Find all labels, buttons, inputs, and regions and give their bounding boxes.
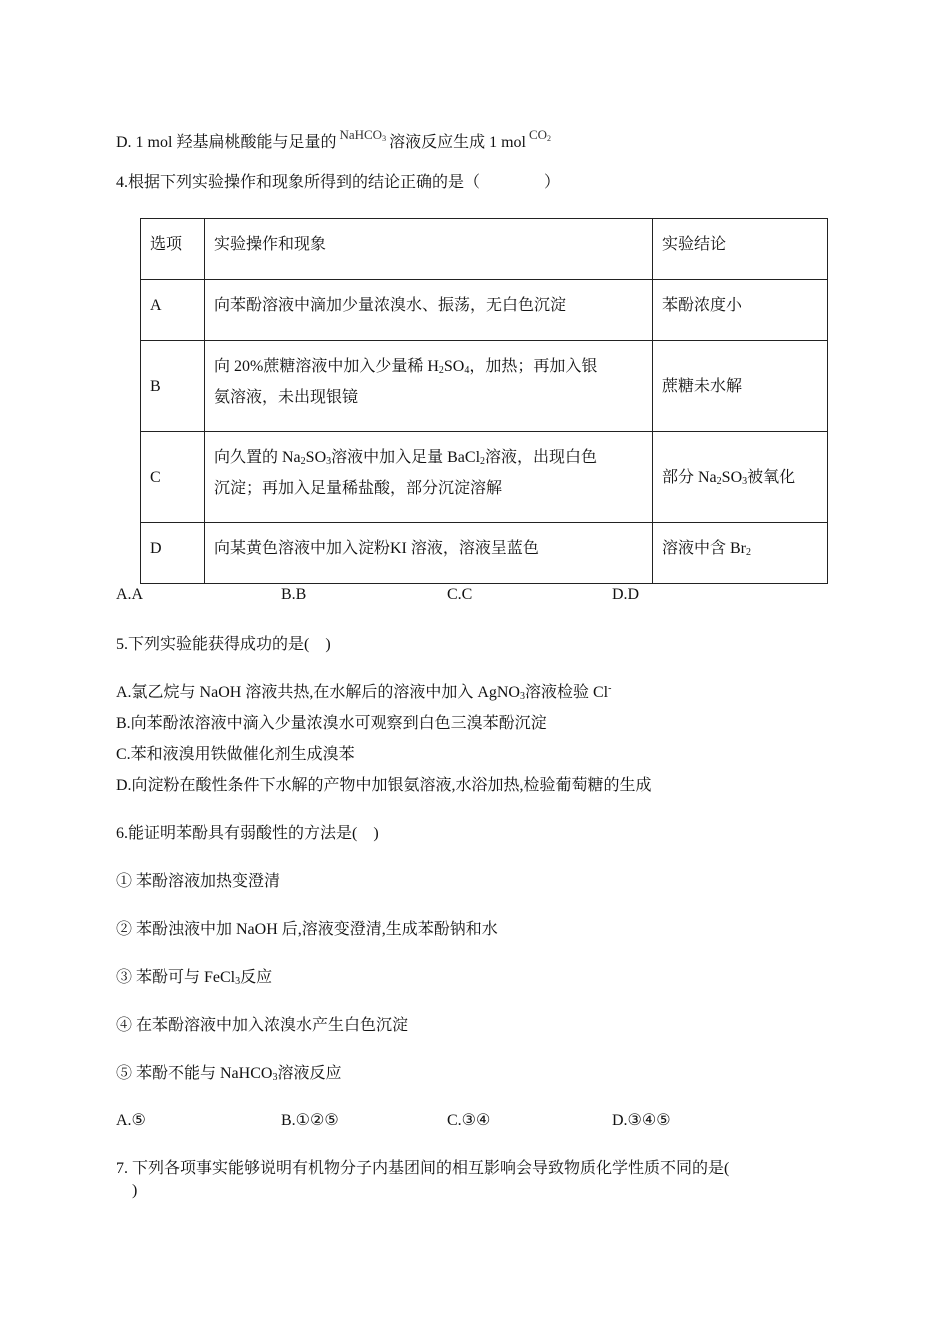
q6-item-2: ② 苯酚浊液中加 NaOH 后,溶液变澄清,生成苯酚钠和水 bbox=[116, 921, 498, 938]
table-row bbox=[141, 523, 828, 584]
answer-option-c[interactable]: C.③④ bbox=[447, 1112, 491, 1129]
q5-option-a[interactable]: A.氯乙烷与 NaOH 溶液共热,在水解后的溶液中加入 AgNO$_3$溶液检验 Cl- bbox=[116, 683, 612, 702]
answer-option-a[interactable]: A.A bbox=[116, 586, 144, 603]
row-option: D bbox=[141, 523, 205, 584]
experiment-table bbox=[140, 218, 828, 584]
q5-option-c[interactable]: C.苯和液溴用铁做催化剂生成溴苯 bbox=[116, 746, 355, 763]
row-operation: 向久置的 $Na_2SO_3$溶液中加入足量 BaCl$_2$溶液，出现白色 沉淀；再加入足量稀盐酸，部分沉淀溶解 bbox=[205, 432, 653, 523]
q6-item-1: ① 苯酚溶液加热变澄清 bbox=[116, 873, 281, 890]
q5-stem: 5.下列实验能获得成功的是( ) bbox=[116, 636, 331, 653]
row-conclusion: 溶液中含 $Br_2$ bbox=[653, 523, 828, 584]
answer-option-d[interactable]: D.D bbox=[612, 586, 640, 603]
q6-answer-options bbox=[116, 1110, 816, 1132]
table-row bbox=[141, 280, 828, 341]
q6-item-4: ④ 在苯酚溶液中加入浓溴水产生白色沉淀 bbox=[116, 1017, 409, 1034]
q6-item-3: ③ 苯酚可与 FeCl$_3$反应 bbox=[116, 969, 273, 987]
row-option: C bbox=[141, 432, 205, 523]
table-row bbox=[141, 341, 828, 432]
q7-stem-line2: ) bbox=[116, 1182, 138, 1199]
row-conclusion: 蔗糖未水解 bbox=[653, 341, 828, 432]
answer-option-d[interactable]: D.③④⑤ bbox=[612, 1112, 671, 1129]
answer-option-b[interactable]: B.①②⑤ bbox=[281, 1112, 339, 1129]
q3-option-d: D. 1 mol 羟基扁桃酸能与足量的 $^{NaHCO_3}$ 溶液反应生成 1 mol $^{CO_2}$ bbox=[116, 127, 552, 151]
table-row bbox=[141, 432, 828, 523]
row-operation: 向苯酚溶液中滴加少量浓溴水、振荡，无白色沉淀 bbox=[205, 280, 653, 341]
row-option: B bbox=[141, 341, 205, 432]
q5-option-d[interactable]: D.向淀粉在酸性条件下水解的产物中加银氨溶液,水浴加热,检验葡萄糖的生成 bbox=[116, 777, 652, 794]
co2-formula: CO2 bbox=[528, 127, 552, 143]
q5-option-b[interactable]: B.向苯酚浓溶液中滴入少量浓溴水可观察到白色三溴苯酚沉淀 bbox=[116, 715, 547, 732]
row-operation: 向某黄色溶液中加入淀粉KI 溶液，溶液呈蓝色 bbox=[205, 523, 653, 584]
q4-answer-options bbox=[116, 586, 816, 608]
answer-option-b[interactable]: B.B bbox=[281, 586, 307, 603]
q6-item-5: ⑤ 苯酚不能与 NaHCO$_3$溶液反应 bbox=[116, 1065, 342, 1083]
q6-stem: 6.能证明苯酚具有弱酸性的方法是( ) bbox=[116, 825, 379, 842]
nahco3-formula: NaHCO3 bbox=[339, 127, 387, 143]
row-conclusion: 部分 $Na_2SO_3$被氧化 bbox=[653, 432, 828, 523]
header-option: 选项 bbox=[141, 219, 205, 280]
answer-option-a[interactable]: A.⑤ bbox=[116, 1112, 146, 1129]
row-option: A bbox=[141, 280, 205, 341]
row-operation: 向 20%蔗糖溶液中加入少量稀 $H_2SO_4$，加热；再加入银 氨溶液，未出现银镜 bbox=[205, 341, 653, 432]
header-conclusion: 实验结论 bbox=[653, 219, 828, 280]
q7-stem-line1: 7. 下列各项事实能够说明有机物分子内基团间的相互影响会导致物质化学性质不同的是( bbox=[116, 1160, 730, 1177]
q4-stem: 4.根据下列实验操作和现象所得到的结论正确的是（ ） bbox=[116, 174, 561, 191]
table-header-row bbox=[141, 219, 828, 280]
row-conclusion: 苯酚浓度小 bbox=[653, 280, 828, 341]
header-operation: 实验操作和现象 bbox=[205, 219, 653, 280]
answer-option-c[interactable]: C.C bbox=[447, 586, 473, 603]
